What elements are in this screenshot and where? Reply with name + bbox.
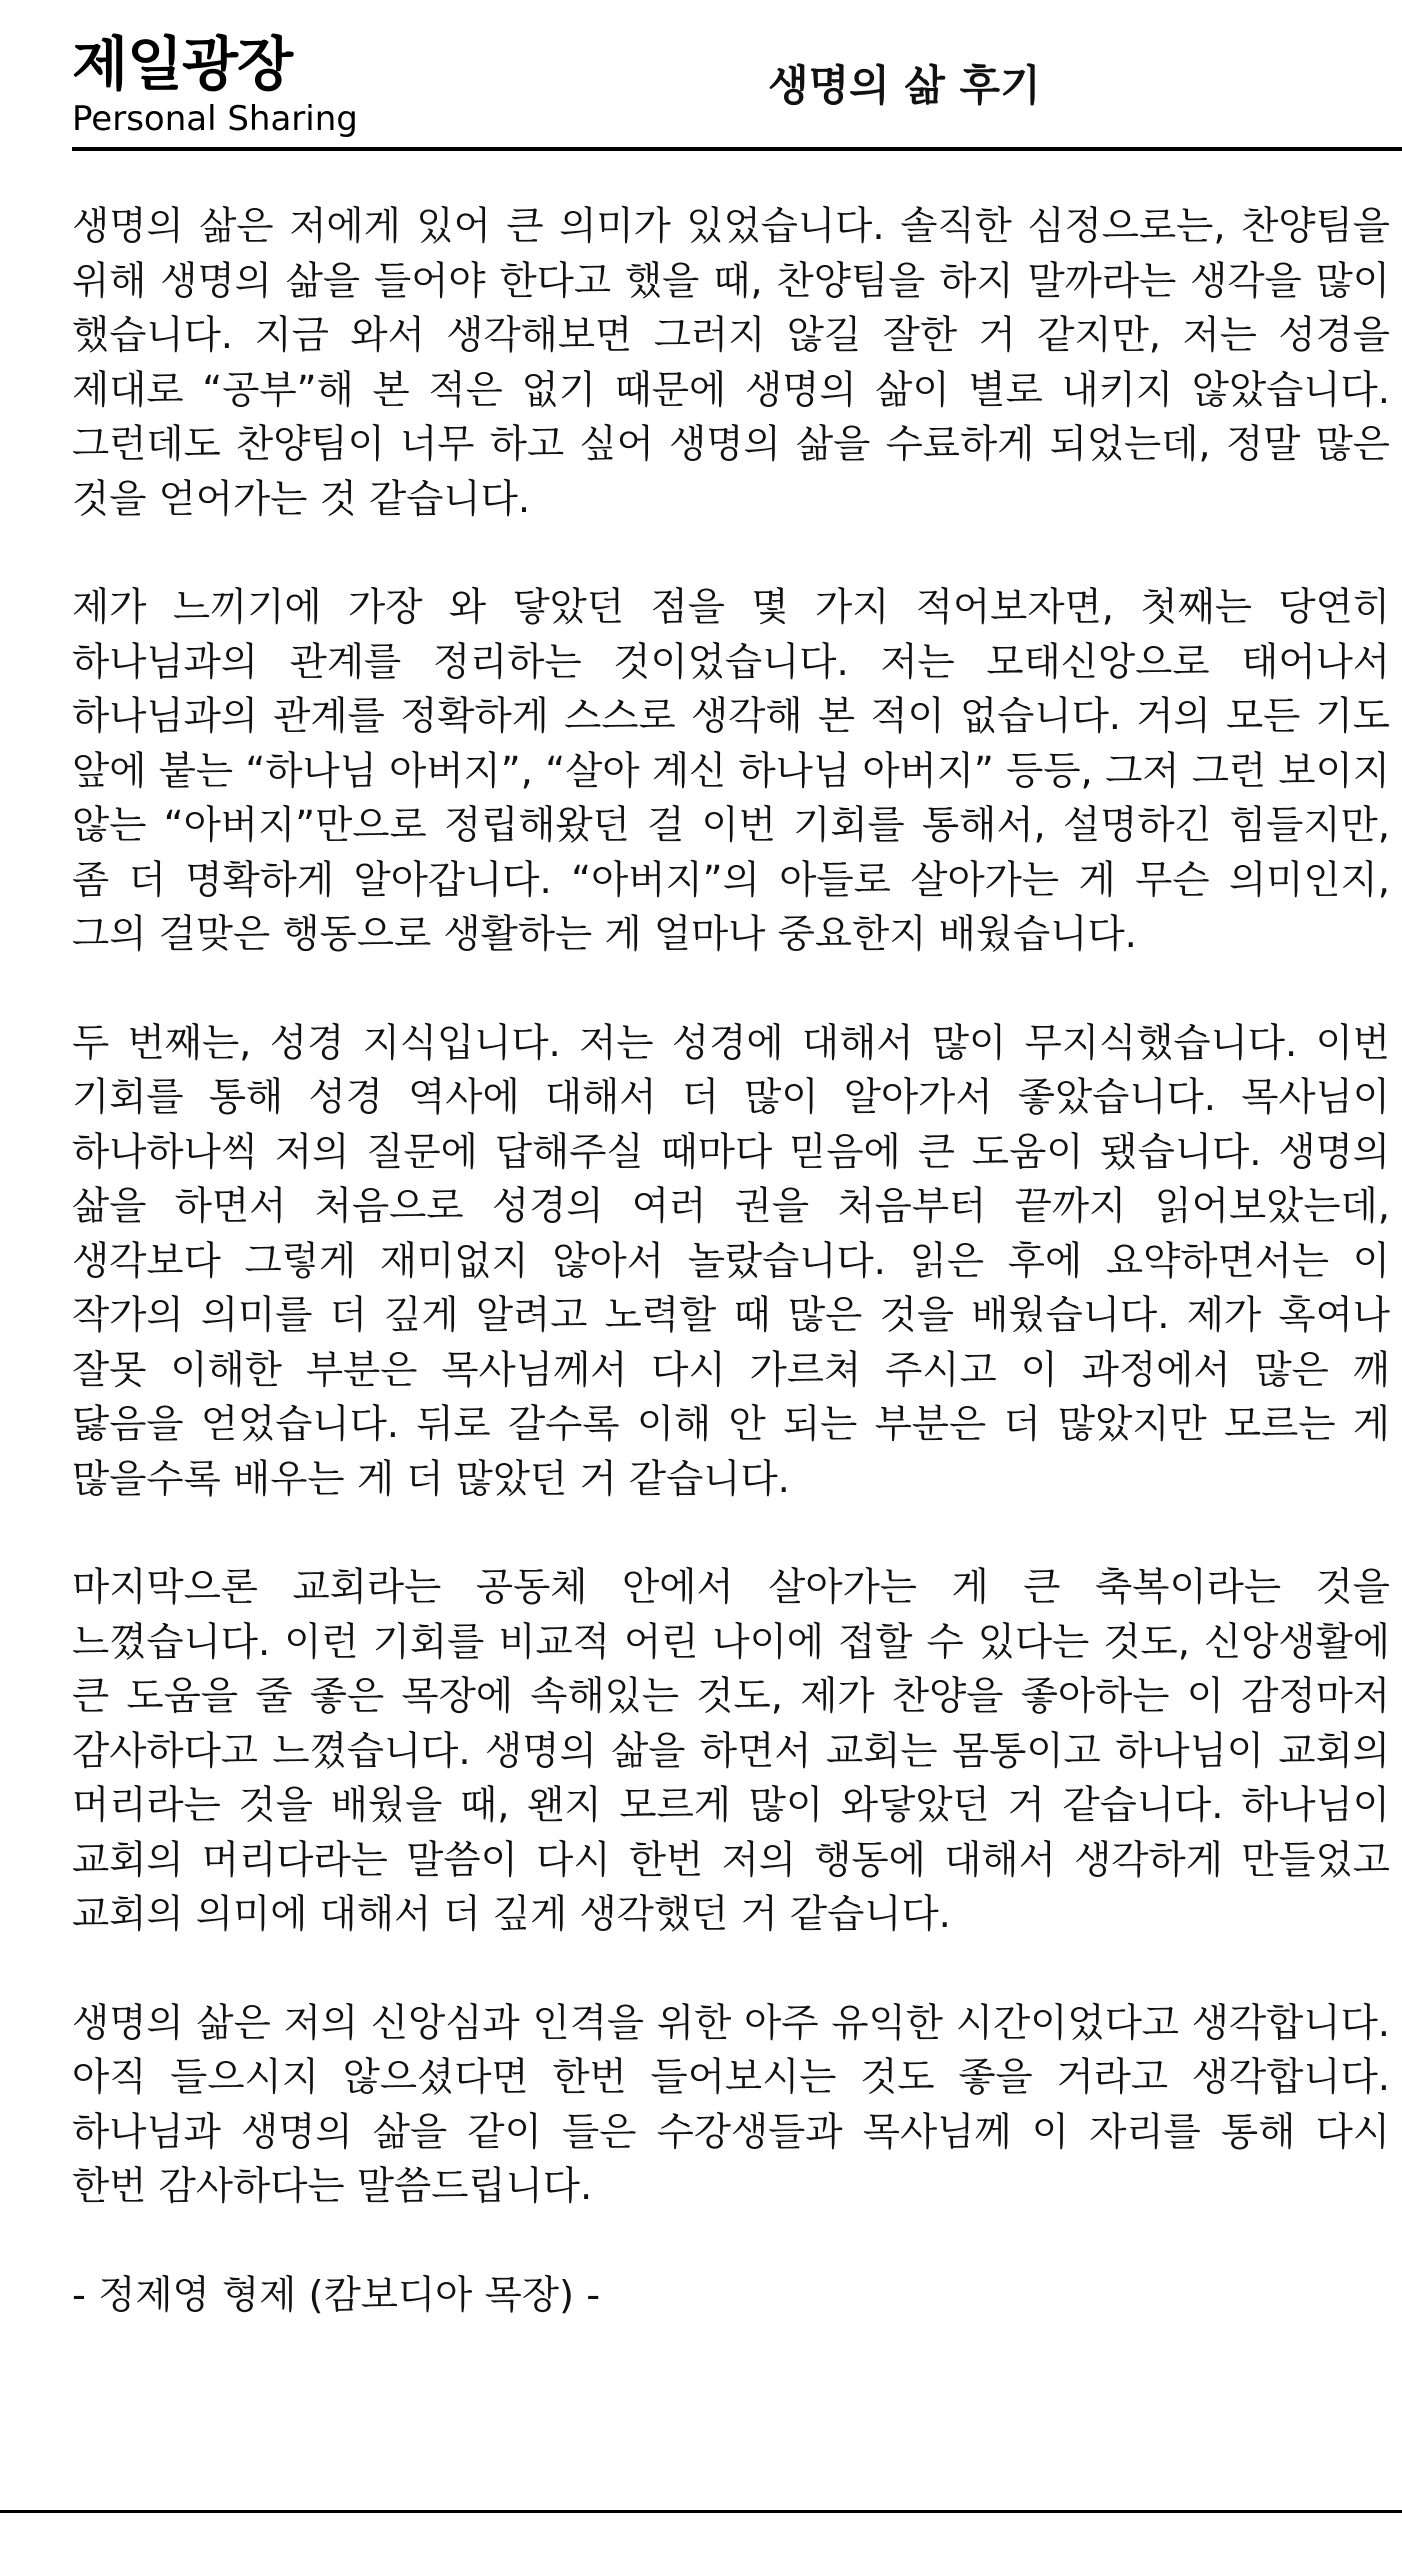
masthead-subtitle: Personal Sharing [72, 99, 358, 139]
article-body [72, 200, 1390, 2323]
header-divider [72, 147, 1402, 151]
paragraph: 마지막으론 교회라는 공동체 안에서 살아가는 게 큰 축복이라는 것을 느꼈습니다. 이런 기회를 비교적 어린 나이에 접할 수 있다는 것도, 신앙생활에 큰 도움을 줄 좋은 목장에 속해있는 것도, 제가 찬양을 좋아하는 이 감정마저 감사하다고 느꼈습니다. 생명의 삶을 하면서 교회는 몸통이고 하나님이 교회의 머리라는 것을 배웠을 때, 왠지 모르게 많이 와닿았던 거 같습니다. 하나님이 교회의 머리다라는 말씀이 다시 한번 저의 행동에 대해서 생각하게 만들었고 교회의 의미에 대해서 더 깊게 생각했던 거 같습니다. [72, 1565, 1390, 1937]
footer-divider [0, 2510, 1402, 2513]
masthead [72, 28, 1402, 153]
article-title: 생명의 삶 후기 [768, 61, 1041, 110]
paragraph: 두 번째는, 성경 지식입니다. 저는 성경에 대해서 많이 무지식했습니다. 이번 기회를 통해 성경 역사에 대해서 더 많이 알아가서 좋았습니다. 목사님이 하나하나씩 저의 질문에 답해주실 때마다 믿음에 큰 도움이 됐습니다. 생명의 삶을 하면서 처음으로 성경의 여러 권을 처음부터 끝까지 읽어보았는데, 생각보다 그렇게 재미없지 않아서 놀랐습니다. 읽은 후에 요약하면서는 이 작가의 의미를 더 깊게 알려고 노력할 때 많은 것을 배웠습니다. 제가 혹여나 잘못 이해한 부분은 목사님께서 다시 가르쳐 주시고 이 과정에서 많은 깨 닳음을 얻었습니다. 뒤로 갈수록 이해 안 되는 부분은 더 많았지만 모르는 게 많을수록 배우는 게 더 많았던 거 같습니다. [72, 1020, 1390, 1502]
paragraph: 생명의 삶은 저의 신앙심과 인격을 위한 아주 유익한 시간이었다고 생각합니다. 아직 들으시지 않으셨다면 한번 들어보시는 것도 좋을 거라고 생각합니다. 하나님과 생명의 삶을 같이 들은 수강생들과 목사님께 이 자리를 통해 다시 한번 감사하다는 말씀드립니다. [72, 2000, 1390, 2209]
author-signature: - 정제영 형제 (캄보디아 목장) - [72, 2272, 601, 2318]
paragraph: 생명의 삶은 저에게 있어 큰 의미가 있었습니다. 솔직한 심정으로는, 찬양팀을 위해 생명의 삶을 들어야 한다고 했을 때, 찬양팀을 하지 말까라는 생각을 많이 했습니다. 지금 와서 생각해보면 그러지 않길 잘한 거 같지만, 저는 성경을 제대로 “공부”해 본 적은 없기 때문에 생명의 삶이 별로 내키지 않았습니다. 그런데도 찬양팀이 너무 하고 싶어 생명의 삶을 수료하게 되었는데, 정말 많은 것을 얻어가는 것 같습니다. [72, 204, 1390, 522]
masthead-title: 제일광장 [72, 30, 293, 98]
paragraph: 제가 느끼기에 가장 와 닿았던 점을 몇 가지 적어보자면, 첫째는 당연히 하나님과의 관계를 정리하는 것이었습니다. 저는 모태신앙으로 태어나서 하나님과의 관계를 정확하게 스스로 생각해 본 적이 없습니다. 거의 모든 기도 앞에 붙는 “하나님 아버지”, “살아 계신 하나님 아버지” 등등, 그저 그런 보이지 않는 “아버지”만으로 정립해왔던 걸 이번 기회를 통해서, 설명하긴 힘들지만, 좀 더 명확하게 알아갑니다. “아버지”의 아들로 살아가는 게 무슨 의미인지, 그의 걸맞은 행동으로 생활하는 게 얼마나 중요한지 배웠습니다. [72, 585, 1390, 957]
